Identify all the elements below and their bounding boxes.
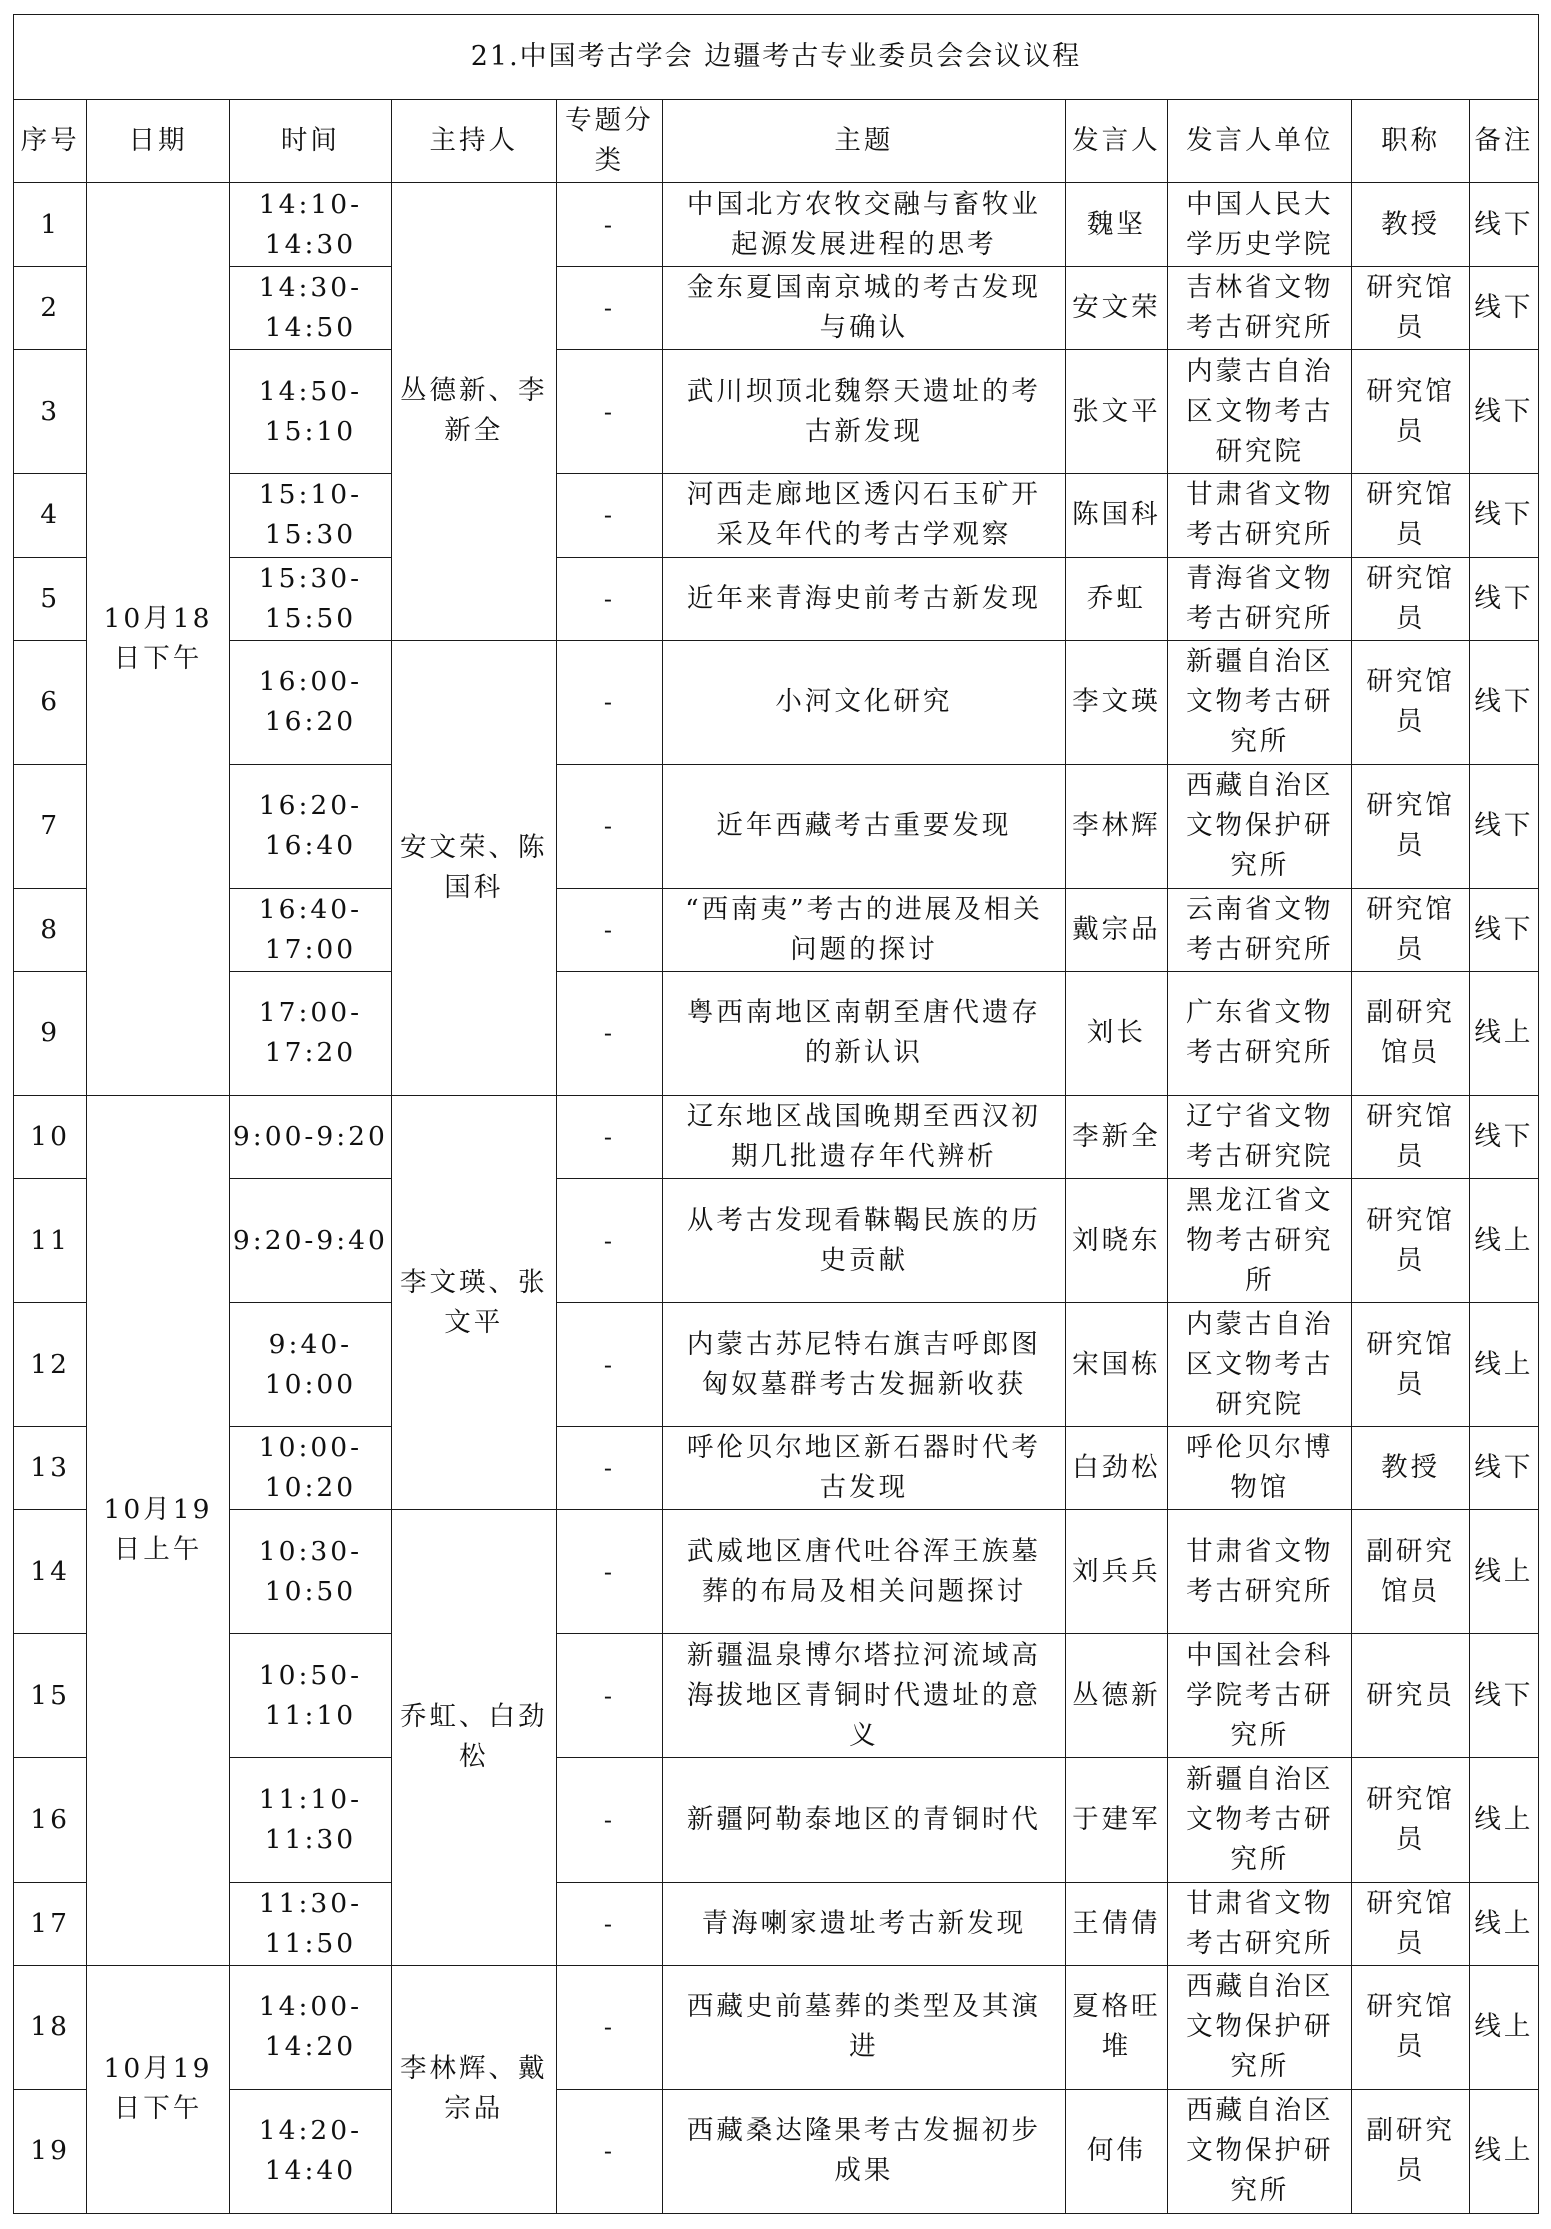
unit-cell: 西藏自治区文物保护研究所 [1168,2089,1352,2213]
unit-cell: 甘肃省文物考古研究所 [1168,1882,1352,1965]
title-cell-job: 研究馆员 [1352,764,1469,888]
time-cell: 10:00-10:20 [229,1427,391,1510]
table-row [14,1882,1539,1965]
category-cell: - [556,971,663,1095]
table-row [14,888,1539,971]
date-cell: 10月18日下午 [87,183,229,1096]
time-cell: 14:00-14:20 [229,1965,391,2089]
note-cell: 线上 [1469,1758,1538,1882]
row-number: 2 [14,267,87,350]
category-cell: - [556,1178,663,1302]
category-cell: - [556,557,663,640]
topic-cell: 内蒙古苏尼特右旗吉呼郎图匈奴墓群考古发掘新收获 [663,1303,1065,1427]
header-row [14,100,1539,183]
time-cell: 9:40-10:00 [229,1303,391,1427]
time-cell: 10:50-11:10 [229,1634,391,1758]
speaker-cell: 张文平 [1065,350,1168,474]
speaker-cell: 夏格旺堆 [1065,1965,1168,2089]
unit-cell: 甘肃省文物考古研究所 [1168,1510,1352,1634]
topic-cell: 呼伦贝尔地区新石器时代考古发现 [663,1427,1065,1510]
topic-cell: 从考古发现看靺鞨民族的历史贡献 [663,1178,1065,1302]
speaker-cell: 刘兵兵 [1065,1510,1168,1634]
header-note: 备注 [1469,100,1538,183]
table-row [14,764,1539,888]
row-number: 11 [14,1178,87,1302]
header-speaker: 发言人 [1065,100,1168,183]
title-cell-job: 研究馆员 [1352,1303,1469,1427]
speaker-cell: 陈国科 [1065,474,1168,557]
header-unit: 发言人单位 [1168,100,1352,183]
time-cell: 9:00-9:20 [229,1095,391,1178]
speaker-cell: 乔虹 [1065,557,1168,640]
note-cell: 线上 [1469,1303,1538,1427]
host-cell: 李林辉、戴宗品 [392,1965,556,2213]
category-cell: - [556,1634,663,1758]
topic-cell: 武川坝顶北魏祭天遗址的考古新发现 [663,350,1065,474]
unit-cell: 西藏自治区文物保护研究所 [1168,1965,1352,2089]
note-cell: 线下 [1469,557,1538,640]
table-row [14,474,1539,557]
table-row [14,1758,1539,1882]
topic-cell: 粤西南地区南朝至唐代遗存的新认识 [663,971,1065,1095]
topic-cell: 青海喇家遗址考古新发现 [663,1882,1065,1965]
topic-cell: 小河文化研究 [663,640,1065,764]
row-number: 16 [14,1758,87,1882]
unit-cell: 广东省文物考古研究所 [1168,971,1352,1095]
topic-cell: 金东夏国南京城的考古发现与确认 [663,267,1065,350]
speaker-cell: 安文荣 [1065,267,1168,350]
category-cell: - [556,888,663,971]
speaker-cell: 王倩倩 [1065,1882,1168,1965]
time-cell: 14:50-15:10 [229,350,391,474]
row-number: 3 [14,350,87,474]
note-cell: 线下 [1469,183,1538,267]
row-number: 8 [14,888,87,971]
note-cell: 线上 [1469,2089,1538,2213]
note-cell: 线下 [1469,1095,1538,1178]
unit-cell: 黑龙江省文物考古研究所 [1168,1178,1352,1302]
time-cell: 11:10-11:30 [229,1758,391,1882]
speaker-cell: 刘长 [1065,971,1168,1095]
table-row [14,971,1539,1095]
unit-cell: 辽宁省文物考古研究院 [1168,1095,1352,1178]
note-cell: 线下 [1469,764,1538,888]
time-cell: 16:00-16:20 [229,640,391,764]
table-row [14,2089,1539,2213]
table-row [14,557,1539,640]
topic-cell: 辽东地区战国晚期至西汉初期几批遗存年代辨析 [663,1095,1065,1178]
note-cell: 线上 [1469,971,1538,1095]
host-cell: 丛德新、李新全 [392,183,556,640]
title-cell-job: 研究馆员 [1352,1882,1469,1965]
row-number: 17 [14,1882,87,1965]
note-cell: 线下 [1469,267,1538,350]
note-cell: 线下 [1469,474,1538,557]
table-row [14,350,1539,474]
table-row [14,267,1539,350]
category-cell: - [556,764,663,888]
title-cell-job: 研究馆员 [1352,474,1469,557]
date-cell: 10月19日上午 [87,1095,229,1965]
time-cell: 16:20-16:40 [229,764,391,888]
speaker-cell: 刘晓东 [1065,1178,1168,1302]
topic-cell: 西藏史前墓葬的类型及其演进 [663,1965,1065,2089]
row-number: 4 [14,474,87,557]
table-row [14,1510,1539,1634]
unit-cell: 甘肃省文物考古研究所 [1168,474,1352,557]
row-number: 15 [14,1634,87,1758]
title-cell-job: 研究馆员 [1352,350,1469,474]
time-cell: 15:10-15:30 [229,474,391,557]
title-row [14,15,1539,100]
time-cell: 15:30-15:50 [229,557,391,640]
header-title: 职称 [1352,100,1469,183]
category-cell: - [556,640,663,764]
table-row [14,1095,1539,1178]
title-cell-job: 研究馆员 [1352,1758,1469,1882]
row-number: 14 [14,1510,87,1634]
page-title: 21.中国考古学会 边疆考古专业委员会会议议程 [14,15,1539,100]
date-cell: 10月19日下午 [87,1965,229,2213]
title-cell-job: 研究馆员 [1352,888,1469,971]
title-cell-job: 教授 [1352,183,1469,267]
category-cell: - [556,1758,663,1882]
row-number: 9 [14,971,87,1095]
category-cell: - [556,1095,663,1178]
speaker-cell: 白劲松 [1065,1427,1168,1510]
topic-cell: 西藏桑达隆果考古发掘初步成果 [663,2089,1065,2213]
note-cell: 线上 [1469,1882,1538,1965]
time-cell: 16:40-17:00 [229,888,391,971]
category-cell: - [556,183,663,267]
agenda-table [13,14,1539,2214]
table-row [14,183,1539,267]
topic-cell: 近年西藏考古重要发现 [663,764,1065,888]
table-row [14,1427,1539,1510]
note-cell: 线下 [1469,640,1538,764]
header-topic: 主题 [663,100,1065,183]
title-cell-job: 研究馆员 [1352,267,1469,350]
topic-cell: 武威地区唐代吐谷浑王族墓葬的布局及相关问题探讨 [663,1510,1065,1634]
table-row [14,1965,1539,2089]
category-cell: - [556,267,663,350]
note-cell: 线下 [1469,350,1538,474]
note-cell: 线下 [1469,1427,1538,1510]
unit-cell: 呼伦贝尔博物馆 [1168,1427,1352,1510]
speaker-cell: 魏坚 [1065,183,1168,267]
speaker-cell: 李林辉 [1065,764,1168,888]
note-cell: 线上 [1469,1965,1538,2089]
category-cell: - [556,1965,663,2089]
topic-cell: 新疆阿勒泰地区的青铜时代 [663,1758,1065,1882]
host-cell: 乔虹、白劲松 [392,1510,556,1965]
category-cell: - [556,1510,663,1634]
speaker-cell: 宋国栋 [1065,1303,1168,1427]
time-cell: 11:30-11:50 [229,1882,391,1965]
header-date: 日期 [87,100,229,183]
unit-cell: 新疆自治区文物考古研究所 [1168,1758,1352,1882]
category-cell: - [556,474,663,557]
unit-cell: 中国社会科学院考古研究所 [1168,1634,1352,1758]
header-no: 序号 [14,100,87,183]
topic-cell: 新疆温泉博尔塔拉河流域高海拔地区青铜时代遗址的意义 [663,1634,1065,1758]
time-cell: 17:00-17:20 [229,971,391,1095]
title-cell-job: 副研究馆员 [1352,971,1469,1095]
category-cell: - [556,1303,663,1427]
speaker-cell: 李新全 [1065,1095,1168,1178]
topic-cell: 中国北方农牧交融与畜牧业起源发展进程的思考 [663,183,1065,267]
note-cell: 线下 [1469,888,1538,971]
title-cell-job: 研究馆员 [1352,1095,1469,1178]
table-row [14,1303,1539,1427]
table-row [14,640,1539,764]
header-time: 时间 [229,100,391,183]
speaker-cell: 李文瑛 [1065,640,1168,764]
table-row [14,1634,1539,1758]
row-number: 6 [14,640,87,764]
title-cell-job: 研究馆员 [1352,1965,1469,2089]
title-cell-job: 研究员 [1352,1634,1469,1758]
time-cell: 14:30-14:50 [229,267,391,350]
time-cell: 10:30-10:50 [229,1510,391,1634]
row-number: 13 [14,1427,87,1510]
note-cell: 线上 [1469,1178,1538,1302]
unit-cell: 中国人民大学历史学院 [1168,183,1352,267]
title-cell-job: 研究馆员 [1352,1178,1469,1302]
note-cell: 线上 [1469,1510,1538,1634]
table-row [14,1178,1539,1302]
title-cell-job: 研究馆员 [1352,640,1469,764]
time-cell: 9:20-9:40 [229,1178,391,1302]
topic-cell: 近年来青海史前考古新发现 [663,557,1065,640]
title-cell-job: 副研究馆员 [1352,1510,1469,1634]
speaker-cell: 于建军 [1065,1758,1168,1882]
header-category: 专题分类 [556,100,663,183]
speaker-cell: 丛德新 [1065,1634,1168,1758]
unit-cell: 新疆自治区文物考古研究所 [1168,640,1352,764]
unit-cell: 吉林省文物考古研究所 [1168,267,1352,350]
row-number: 10 [14,1095,87,1178]
row-number: 18 [14,1965,87,2089]
time-cell: 14:20-14:40 [229,2089,391,2213]
row-number: 1 [14,183,87,267]
category-cell: - [556,1427,663,1510]
speaker-cell: 戴宗品 [1065,888,1168,971]
category-cell: - [556,350,663,474]
header-host: 主持人 [392,100,556,183]
row-number: 12 [14,1303,87,1427]
row-number: 5 [14,557,87,640]
unit-cell: 内蒙古自治区文物考古研究院 [1168,1303,1352,1427]
unit-cell: 内蒙古自治区文物考古研究院 [1168,350,1352,474]
unit-cell: 青海省文物考古研究所 [1168,557,1352,640]
host-cell: 李文瑛、张文平 [392,1095,556,1509]
title-cell-job: 研究馆员 [1352,557,1469,640]
title-cell-job: 教授 [1352,1427,1469,1510]
unit-cell: 云南省文物考古研究所 [1168,888,1352,971]
title-cell-job: 副研究员 [1352,2089,1469,2213]
speaker-cell: 何伟 [1065,2089,1168,2213]
row-number: 7 [14,764,87,888]
time-cell: 14:10-14:30 [229,183,391,267]
unit-cell: 西藏自治区文物保护研究所 [1168,764,1352,888]
topic-cell: “西南夷”考古的进展及相关问题的探讨 [663,888,1065,971]
category-cell: - [556,2089,663,2213]
category-cell: - [556,1882,663,1965]
host-cell: 安文荣、陈国科 [392,640,556,1095]
note-cell: 线下 [1469,1634,1538,1758]
topic-cell: 河西走廊地区透闪石玉矿开采及年代的考古学观察 [663,474,1065,557]
row-number: 19 [14,2089,87,2213]
